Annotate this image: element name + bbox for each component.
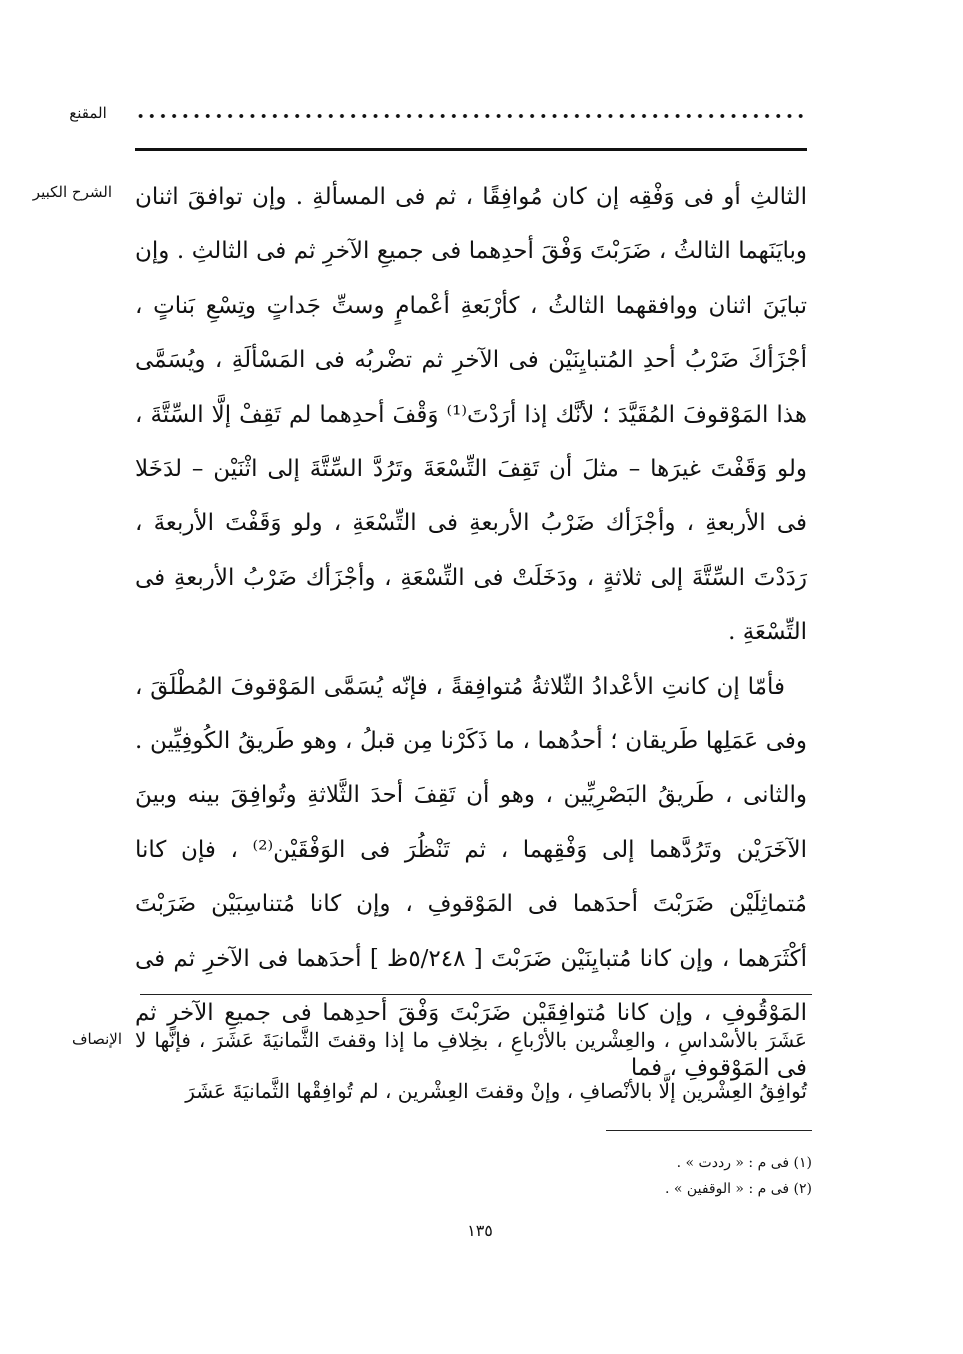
section-divider: [140, 994, 812, 995]
margin-label-sharh-kabir: الشرح الكبير: [32, 183, 112, 201]
main-paragraph-1: الثالثِ أو فى وَفْقِه إن كان مُوافِقًا ، ثم فى المسألةِ . وإن توافقَ اثنان وبايَنَهما الثالثُ ، ضَرَبْتَ وَفْقَ أحدِهما فى جميعِ الآخرِ ثم فى الثالثِ . وإن تبايَنَ اثنان ووافقهما الثالثُ ، كأرْبَعةِ أعْمامٍ وستِّ جَداتٍ وتِسْعِ بَناتٍ ، أجْزَأكَ ضَرْبُ أحدِ المُتبايِنَيْن فى الآخرِ ثم تضْربُه فى المَسْألَةِ ، ويُسَمَّى هذا المَوْقوفَ المُقَيَّدَ ؛ لأنَّك إذا أرَدْتَ⁽¹⁾ وَقْفَ أحدِهما لم تَقِفْ إلَّا السِّتَّةَ ، ولو وَقَفْتَ غيرَها – مثلَ أن تَقِفَ التِّسْعَةَ وتَرُدَّ السِّتَّةَ إلى اثْنَيْن – لدَخَلا فى الأربعةِ ، وأجْزَأك ضَرْبُ الأربعةِ فى التِّسْعَةِ ، ولو وَقَفْتَ الأربعةَ ، رَدَدْتَ السِّتَّةَ إلى ثلاثةٍ ، ودَخَلَتْ فى التِّسْعَةِ ، وأجْزَأك ضَرْبُ الأربعةِ فى التِّسْعَةِ .: [135, 184, 807, 646]
main-paragraph-2: فأمّا إن كانتِ الأعْدادُ الثّلاثةُ مُتوافِقةً ، فإنّه يُسَمَّى المَوْقوفَ المُطْلَقَ ، وفى عَمَلِها طَريقان ؛ أحدُهما ، ما ذَكَرْنا مِن قبلُ ، وهو طَريقُ الكُوفِيِّين . والثانى ، طَريقُ البَصْرِيِّين ، وهو أن تَقِفَ أحدَ الثَّلاثةِ وتُوافِقَ بينه وبينَ الآخَرَيْن وتَرُدَّهما إلى وَفْقِهما ، ثم تَنْظُرَ فى الوَفْقَيْن⁽²⁾ ، فإن كانا مُتماثِلَيْن ضَرَبْتَ أحدَهما فى المَوْقوفِ ، وإن كانا مُتناسِبَيْن ضَرَبْتَ أكْثَرَهما ، وإن كانا مُتبايِنَيْن ضَرَبْتَ [ ٥/٢٤٨ظ ] أحدَهما فى الآخرِ ثم فى المَوْقُوفِ ، وإن كانا مُتوافِقَيْن ضَرَبْتَ وَفْقَ أحدِهما فى جميعِ الآخرِ ثم فى المَوْقوفِ ، فما: [135, 673, 808, 1081]
insaf-text: [135, 1015, 807, 1117]
header-dotted-rule: [135, 111, 807, 121]
footnote-1: (١) فى م : « رددت » .: [676, 1155, 812, 1171]
footnote-2: (٢) فى م : « الوقفين » .: [665, 1181, 812, 1197]
insaf-paragraph: عَشَرَ بالأسْداسِ ، والعِشْرين بالأرْباعِ ، بخِلافِ ما إذا وقفتَ الثَّمانيَةَ عَشَرَ ، فإنَّها لا تُوافِقُ العِشْرين إلَّا بالأنْصافِ ، وإنْ وقفتَ العِشْرين ، لم تُوافِقْها الثَّمانيَةَ عَشَرَ: [135, 1028, 807, 1103]
footnotes: [500, 1150, 812, 1202]
footnote-divider: [606, 1130, 812, 1131]
running-header-title: المقنع: [69, 104, 107, 122]
page-number: ١٣٥: [467, 1221, 493, 1240]
main-commentary-text: [135, 170, 807, 1095]
header-rule: [135, 148, 807, 151]
margin-label-insaf: الإنصاف: [71, 1030, 122, 1048]
